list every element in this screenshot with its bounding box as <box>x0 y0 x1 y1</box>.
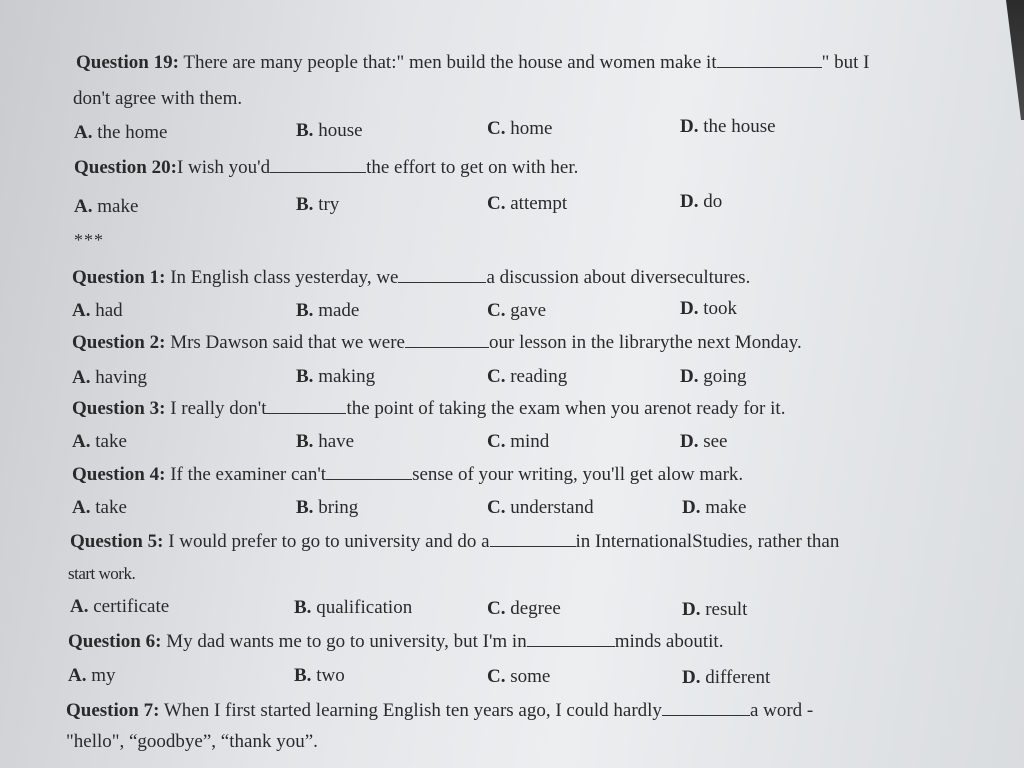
question-label: Question 19: <box>76 52 179 73</box>
option-c: C. attempt <box>487 193 568 214</box>
option-d: D. do <box>680 191 723 212</box>
question-text-end: " but I <box>821 52 870 73</box>
question-label: Question 1: <box>72 267 166 288</box>
question-text-end: minds aboutit. <box>614 631 724 652</box>
question-label: Question 3: <box>72 398 166 419</box>
option-d: D. took <box>680 298 738 319</box>
answer-blank <box>398 267 486 283</box>
option-d: D. different <box>682 667 771 688</box>
question-1 <box>72 267 750 289</box>
question-text: When I first started learning English ten years ago, I could hardly <box>163 700 662 721</box>
option-b: B. qualification <box>294 597 413 618</box>
answer-blank <box>266 398 346 414</box>
question-text-end: sense of your writing, you'll get alow mark. <box>412 464 744 485</box>
question-19 <box>76 52 870 74</box>
option-c: C. understand <box>487 497 594 518</box>
question-text-end: a discussion about diversecultures. <box>486 267 751 288</box>
question-text-end: our lesson in the librarythe next Monday. <box>489 332 802 353</box>
option-c: C. some <box>487 666 551 687</box>
option-c: C. home <box>487 118 553 139</box>
question-5-continuation: start work. <box>68 564 136 583</box>
option-a: A. having <box>72 367 147 388</box>
option-a: A. take <box>72 497 127 518</box>
answer-blank <box>405 332 489 348</box>
option-d: D. see <box>680 431 728 452</box>
question-text-end: in InternationalStudies, rather than <box>575 531 840 552</box>
option-b: B. try <box>296 194 340 215</box>
option-d: D. going <box>680 366 747 387</box>
question-text: My dad wants me to go to university, but I'm in <box>166 631 527 652</box>
answer-blank <box>717 52 822 68</box>
question-4 <box>72 464 743 486</box>
option-b: B. have <box>296 431 355 452</box>
question-text: I would prefer to go to university and do a <box>168 531 490 552</box>
question-label: Question 7: <box>66 700 160 721</box>
option-a: A. the home <box>74 122 168 143</box>
option-b: B. bring <box>296 497 359 518</box>
option-b: B. making <box>296 366 376 387</box>
question-5 <box>70 531 839 553</box>
question-text-end: the point of taking the exam when you arenot ready for it. <box>346 398 786 419</box>
option-b: B. house <box>296 120 363 141</box>
answer-blank <box>270 157 366 173</box>
answer-blank <box>527 631 615 647</box>
question-text: In English class yesterday, we <box>170 267 399 288</box>
question-20 <box>74 157 578 179</box>
option-c: C. reading <box>487 366 568 387</box>
option-b: B. two <box>294 665 345 686</box>
question-text: If the examiner can't <box>170 464 327 485</box>
answer-blank <box>490 531 576 547</box>
option-b: B. made <box>296 300 360 321</box>
question-label: Question 4: <box>72 464 166 485</box>
question-6 <box>68 631 723 653</box>
option-d: D. the house <box>680 116 776 137</box>
option-d: D. make <box>682 497 747 518</box>
question-19-continuation: don't agree with them. <box>73 88 243 109</box>
option-c: C. degree <box>487 598 561 619</box>
question-text-end: the effort to get on with her. <box>366 157 579 178</box>
option-a: A. certificate <box>70 596 170 617</box>
section-separator: *** <box>74 230 104 250</box>
question-text: There are many people that:" men build the house and women make it <box>183 52 717 73</box>
question-label: Question 5: <box>70 531 164 552</box>
option-a: A. my <box>68 665 116 686</box>
option-c: C. mind <box>487 431 550 452</box>
answer-blank <box>326 464 412 480</box>
question-text-end: a word - <box>749 700 814 721</box>
question-text: I really don't <box>170 398 267 419</box>
option-d: D. result <box>682 599 748 620</box>
question-label: Question 6: <box>68 631 162 652</box>
answer-blank <box>662 700 750 716</box>
question-text: I wish you'd <box>176 157 271 178</box>
option-c: C. gave <box>487 300 547 321</box>
option-a: A. make <box>74 196 139 217</box>
question-label: Question 2: <box>72 332 166 353</box>
question-2 <box>72 332 802 354</box>
question-label: Question 20: <box>74 157 177 178</box>
question-7-continuation: "hello", “goodbye”, “thank you”. <box>66 731 318 752</box>
question-text: Mrs Dawson said that we were <box>170 332 405 353</box>
option-a: A. take <box>72 431 127 452</box>
page-shadow-corner <box>994 0 1024 120</box>
option-a: A. had <box>72 300 123 321</box>
question-7 <box>66 700 813 722</box>
question-3 <box>72 398 785 420</box>
